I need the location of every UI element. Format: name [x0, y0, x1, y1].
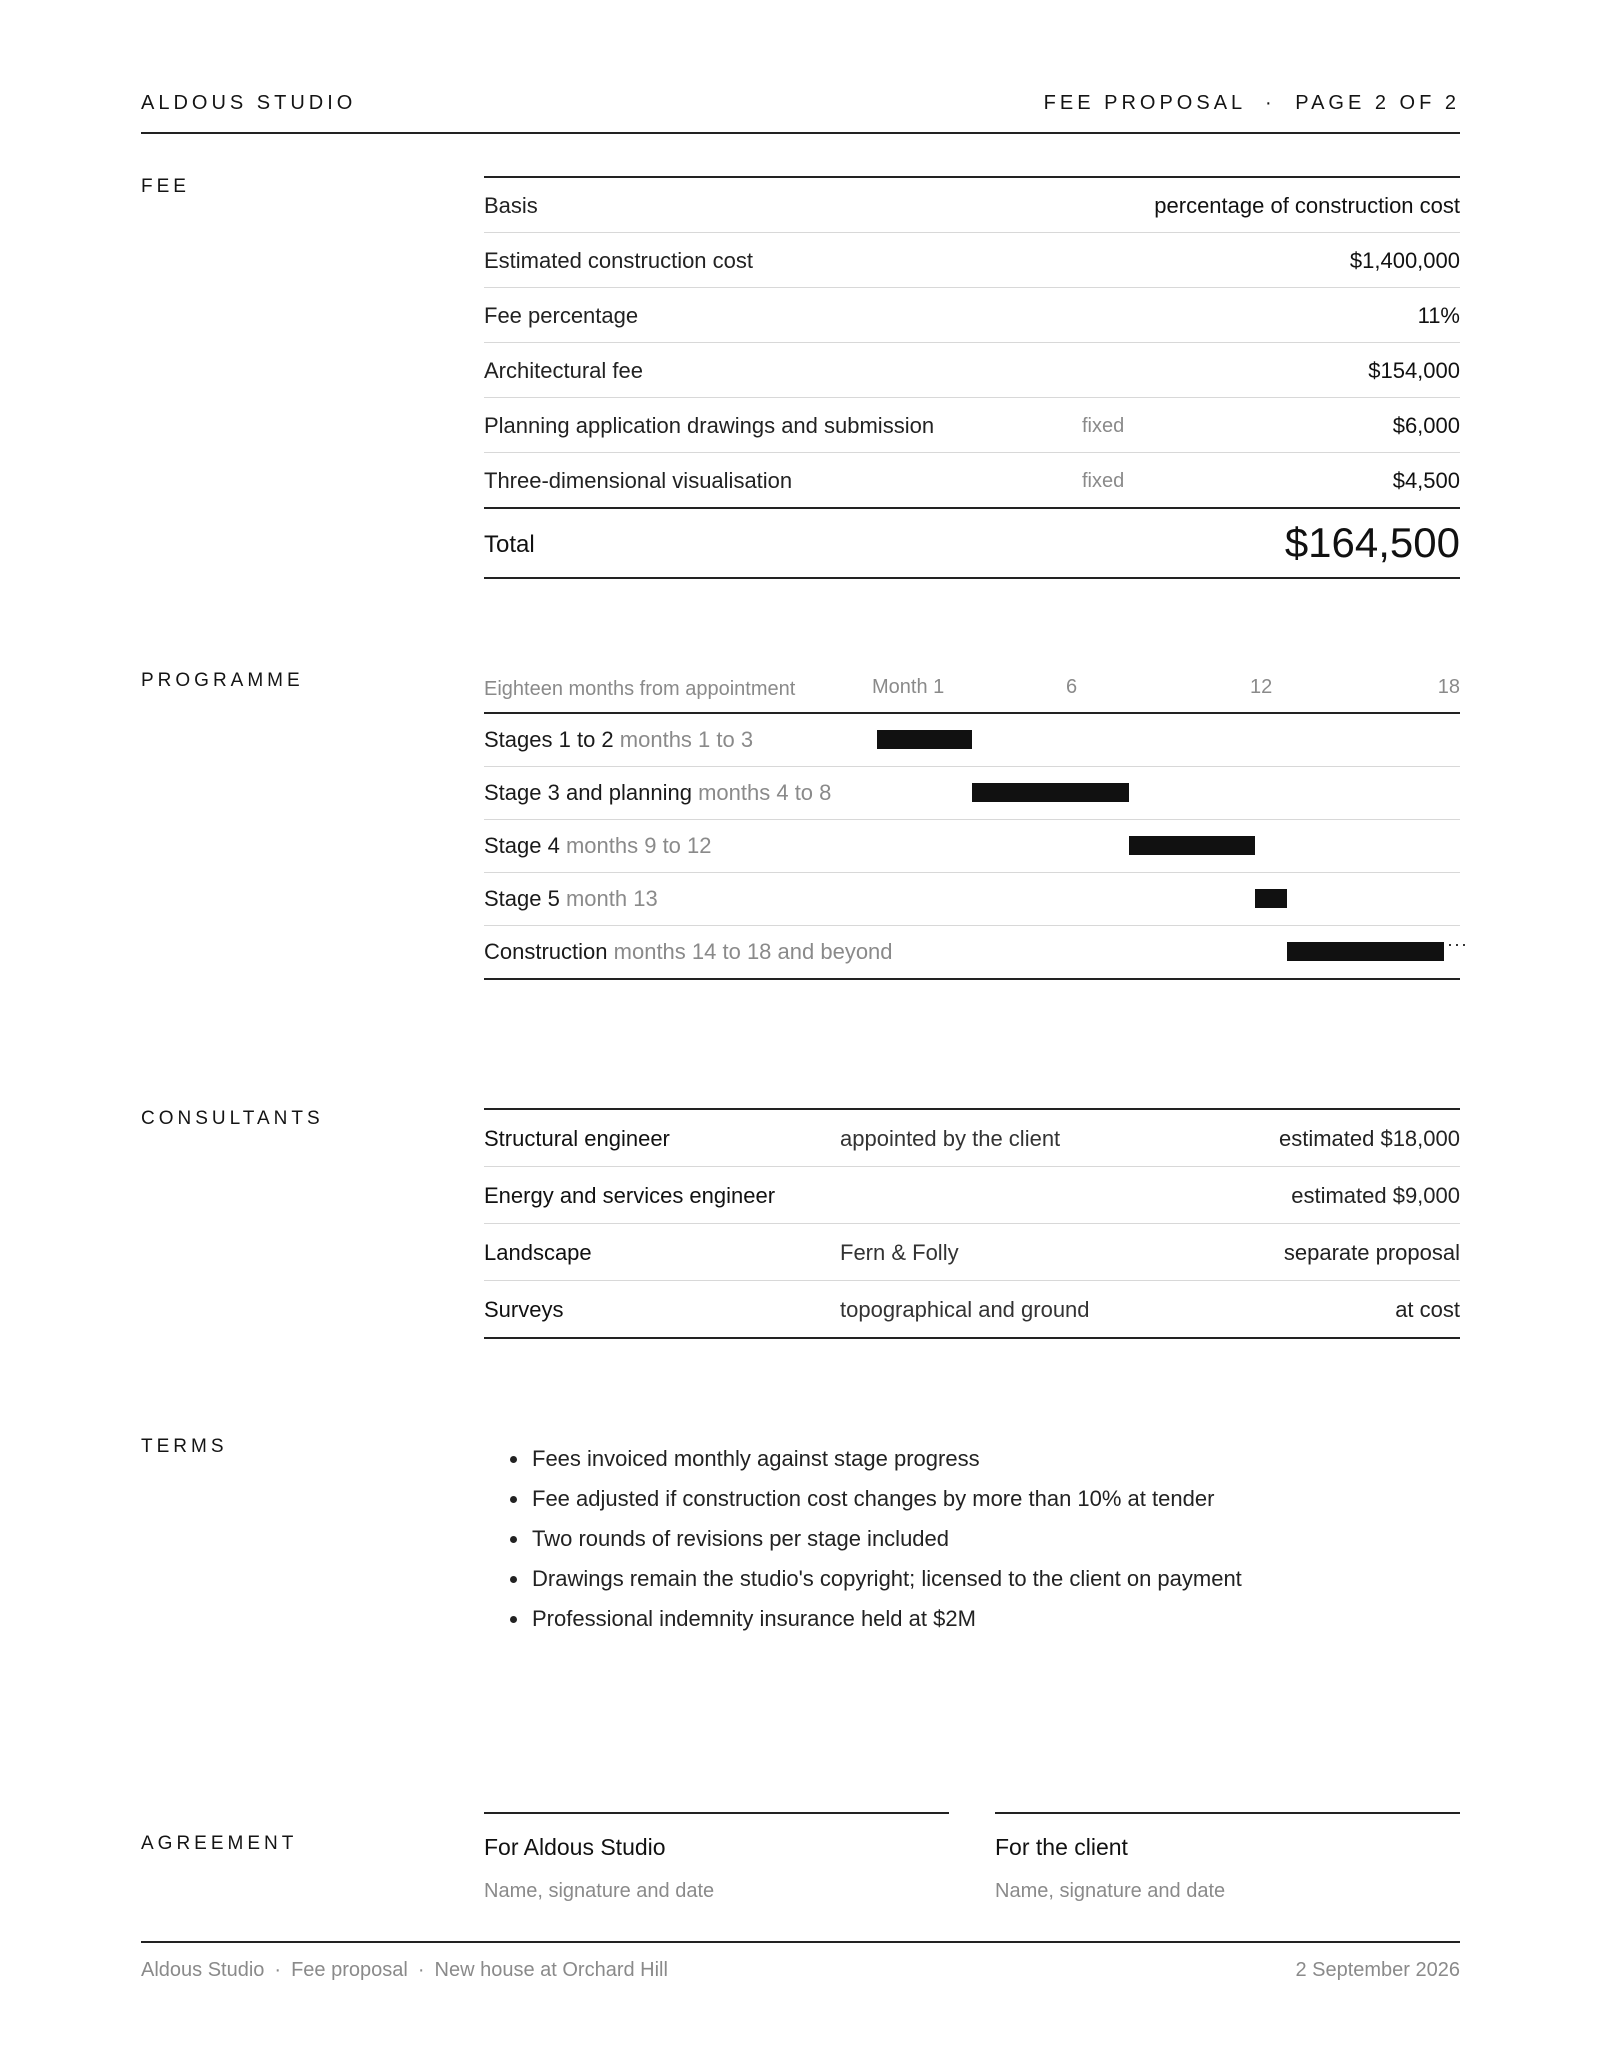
timeline-row [484, 714, 1460, 767]
stage-months: months 9 to 12 [565, 833, 712, 858]
page-footer [141, 1941, 1460, 1981]
header-separator: · [1264, 92, 1276, 114]
stage-bar [1287, 942, 1445, 961]
fee-table [484, 176, 1460, 579]
stage-label [484, 886, 658, 912]
fee-row-label: Architectural fee [484, 358, 643, 383]
section-label-fee: FEE [141, 176, 190, 197]
consultant-fee: at cost [1395, 1297, 1460, 1322]
timeline-tick: 6 [1066, 676, 1078, 698]
stage-months: months 1 to 3 [619, 727, 754, 752]
term-item: • Drawings remain the studio's copyright; licensed to the client on payment [530, 1559, 1242, 1599]
fee-row [484, 343, 1460, 398]
fee-row-label: Three-dimensional visualisation [484, 468, 793, 493]
timeline-tick: 12 [1250, 676, 1273, 698]
section-label-agreement: AGREEMENT [141, 1833, 298, 1854]
page-number: PAGE 2 OF 2 [1295, 92, 1460, 114]
fee-row-label: Basis [484, 193, 538, 218]
term-item: • Fees invoiced monthly against stage progress [530, 1439, 1242, 1479]
term-item: • Professional indemnity insurance held at $2M [530, 1599, 1242, 1639]
stage-months: months 14 to 18 and beyond [613, 939, 893, 964]
timeline-row [484, 873, 1460, 926]
consultant-arrangement: Fern & Folly [840, 1240, 959, 1265]
footer-project: New house at Orchard Hill [434, 1959, 668, 1981]
consultant-role: Landscape [484, 1240, 592, 1265]
fee-total-label: Total [484, 531, 535, 558]
terms-list [504, 1439, 1242, 1639]
studio-name: ALDOUS STUDIO [141, 92, 357, 114]
fee-row-label: Estimated construction cost [484, 248, 754, 273]
consultant-row [484, 1224, 1460, 1281]
stage-label [484, 780, 831, 806]
stage-bar [1255, 889, 1287, 908]
stage-months: month 13 [565, 886, 658, 911]
fee-row-label: Planning application drawings and submission [484, 413, 935, 438]
signature-hint: Name, signature and date [484, 1880, 715, 1902]
timeline-tick: 18 [1437, 676, 1460, 698]
document-title [1044, 92, 1460, 115]
fee-row-label: Fee percentage [484, 303, 639, 328]
fee-row-value: 11% [1417, 303, 1460, 328]
consultant-role: Structural engineer [484, 1126, 670, 1151]
signature-hint: Name, signature and date [995, 1880, 1226, 1902]
footer-studio: Aldous Studio [141, 1959, 265, 1981]
continuation-marker: ··· [1447, 934, 1468, 954]
stage-name: Stage 4 [484, 833, 560, 858]
footer-document-info [141, 1959, 668, 1982]
consultant-role: Surveys [484, 1297, 564, 1322]
timeline-row [484, 926, 1468, 980]
consultant-role: Energy and services engineer [484, 1183, 776, 1208]
fee-row-value: percentage of construction cost [1154, 193, 1460, 218]
timeline-row [484, 767, 1460, 820]
stage-label [484, 833, 712, 859]
timeline-row [484, 820, 1460, 873]
timeline-caption: Eighteen months from appointment [484, 678, 796, 700]
programme-timeline [484, 670, 1468, 980]
consultant-row [484, 1167, 1460, 1224]
term-item: • Fee adjusted if construction cost changes by more than 10% at tender [530, 1479, 1242, 1519]
fee-row [484, 233, 1460, 288]
consultant-row [484, 1281, 1460, 1339]
stage-name: Stage 3 and planning [484, 780, 692, 805]
signature-block-client [995, 1812, 1460, 1902]
section-label-programme: PROGRAMME [141, 670, 304, 691]
section-label-terms: TERMS [141, 1436, 228, 1457]
fee-row [484, 178, 1460, 233]
consultant-fee: estimated $18,000 [1278, 1126, 1460, 1151]
fee-row [484, 453, 1460, 509]
footer-date: 2 September 2026 [1295, 1959, 1460, 1981]
stage-bar [1129, 836, 1255, 855]
fee-row-value: $1,400,000 [1349, 248, 1460, 273]
timeline-tick: Month 1 [872, 676, 945, 698]
footer-doc-type: Fee proposal [291, 1959, 408, 1981]
fee-row [484, 288, 1460, 343]
signatory-label: For the client [995, 1834, 1128, 1860]
fee-row-note: fixed [1082, 415, 1125, 437]
stage-bar [877, 730, 972, 749]
consultant-arrangement: appointed by the client [840, 1126, 1061, 1151]
stage-label [484, 727, 753, 753]
consultants-table [484, 1108, 1460, 1339]
stage-name: Stage 5 [484, 886, 560, 911]
timeline-header [484, 670, 1460, 714]
footer-separator: · [417, 1959, 425, 1981]
fee-total-value: $164,500 [1284, 519, 1460, 566]
stage-name: Construction [484, 939, 608, 964]
consultant-fee: estimated $9,000 [1291, 1183, 1460, 1208]
section-label-consultants: CONSULTANTS [141, 1108, 324, 1129]
stage-name: Stages 1 to 2 [484, 727, 614, 752]
footer-separator: · [274, 1959, 282, 1981]
consultant-arrangement: topographical and ground [840, 1297, 1090, 1322]
stage-bar [972, 783, 1130, 802]
signatory-label: For Aldous Studio [484, 1834, 666, 1860]
fee-row [484, 398, 1460, 453]
fee-total-row [484, 509, 1460, 579]
term-item: • Two rounds of revisions per stage included [530, 1519, 1242, 1559]
fee-row-value: $154,000 [1368, 358, 1460, 383]
page-header [141, 92, 1460, 134]
signature-block-studio [484, 1812, 949, 1902]
stage-label [484, 939, 893, 965]
consultant-row [484, 1110, 1460, 1167]
fee-row-value: $6,000 [1392, 413, 1460, 438]
fee-row-note: fixed [1082, 470, 1125, 492]
stage-months: months 4 to 8 [698, 780, 832, 805]
fee-row-value: $4,500 [1392, 468, 1460, 493]
document-type: FEE PROPOSAL [1043, 92, 1246, 114]
consultant-fee: separate proposal [1283, 1240, 1460, 1265]
